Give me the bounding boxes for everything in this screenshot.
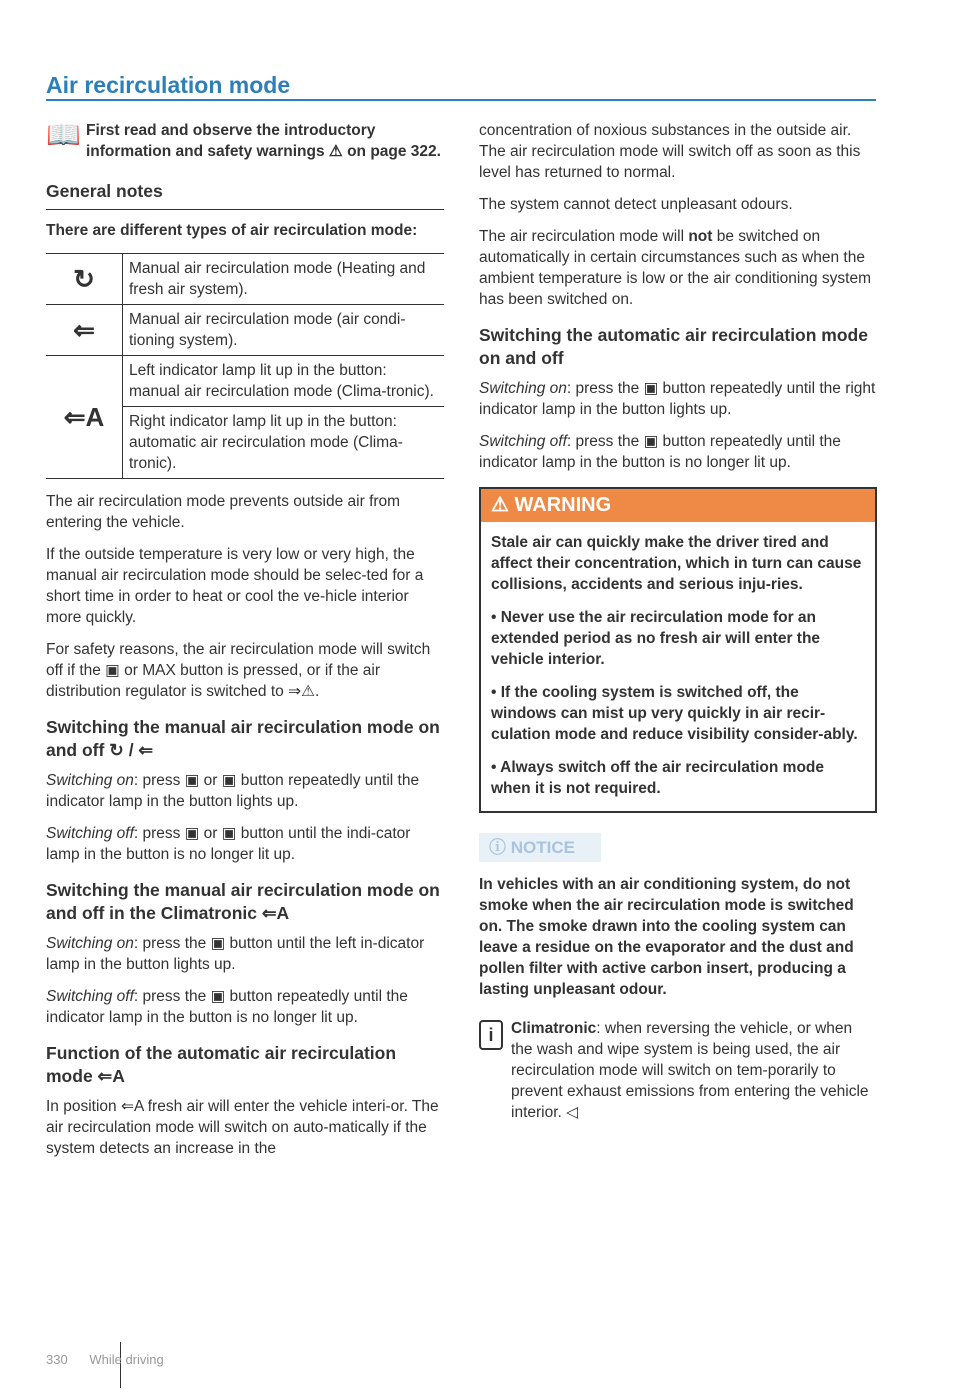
label: Switching on [479,380,567,397]
text: be switched on automatically in certain circumstances such as when the ambient temperature is low or the air conditioning system has been switched on. [479,228,871,308]
text: : press ▣ or ▣ button until the indi-cator lamp in the button is no longer lit up. [46,825,411,863]
text: : press the ▣ button until the left in-dicator lamp in the button lights up. [46,935,425,973]
section-name: While driving [89,1352,164,1367]
warning-intro: Stale air can quickly make the driver tired and affect their concentration, which in turn can cause collisions, accidents and serious inju-ries. [491,534,862,593]
warning-bullet: • If the cooling system is switched off, the windows can mist up very quickly in air recir-culation mode and reduce visibility consider-ably. [491,684,858,743]
emphasis: not [688,228,713,245]
paragraph: For safety reasons, the air recirculation mode will switch off if the ▣ or MAX button is pressed, or if the air distribution regulator is switched to ⇒⚠. [46,641,431,700]
end-marker: ◁ [566,1104,579,1121]
table-row [46,356,444,407]
label: Switching on [46,935,134,952]
warning-title: ⚠ WARNING [481,489,875,522]
text: : press the ▣ button repeatedly until the indicator lamp in the button is no longer lit up. [479,433,841,471]
table-row [46,305,444,356]
info-icon: i [479,1020,503,1050]
mode-text: Manual air recirculation mode (air condi-tioning system). [123,305,445,356]
right-column [479,120,877,1123]
paragraph [479,378,877,420]
paragraph: The air recirculation mode prevents outside air from entering the vehicle. [46,493,401,531]
note-text [511,1018,877,1123]
label: Switching off [46,825,134,842]
label: Switching on [46,772,134,789]
label: Switching off [479,433,567,450]
book-icon: 📖 [46,119,81,150]
text: : press the ▣ button repeatedly until the right indicator lamp in the button lights up. [479,380,876,418]
title-rule [46,99,876,101]
text: : press ▣ or ▣ button repeatedly until the indicator lamp in the button lights up. [46,772,420,810]
paragraph [46,986,444,1028]
paragraph: concentration of noxious substances in the outside air. The air recirculation mode will switch off as soon as this level has returned to normal. [479,122,861,181]
text: : press the ▣ button repeatedly until the indicator lamp in the button is no longer lit up. [46,988,408,1026]
car-recirculation-icon: ⇐ [46,305,123,356]
notice-title: ⓘ NOTICE [479,833,601,862]
modes-subheading: There are different types of air recirculation mode: [46,222,418,239]
paragraph: If the outside temperature is very low or very high, the manual air recirculation mode should be selec-ted for a short time in order to heat or cool the ve-hicle interior more quickly. [46,546,424,626]
footer [46,1352,164,1367]
warning-bullet: • Always switch off the air recirculation mode when it is not required. [491,759,825,797]
paragraph: In position ⇐A fresh air will enter the vehicle interi-or. The air recirculation mode will switch on auto-matically if the system detects an increase in the [46,1098,439,1157]
paragraph [479,226,877,310]
warning-body [481,522,875,799]
notice-text: In vehicles with an air conditioning system, do not smoke when the air recirculation mode is switched on. The smoke drawn into the cooling system can leave a residue on the evaporator and the dust and pollen filter with active carbon insert, producing a lasting unpleasant odour. [479,876,854,998]
table-row [46,254,444,305]
warning-bullet: • Never use the air recirculation mode for an extended period as no fresh air will enter the vehicle interior. [491,609,821,668]
mode-text: Right indicator lamp lit up in the button: automatic air recirculation mode (Clima-tronic). [123,407,445,479]
label: Switching off [46,988,134,1005]
page-title: Air recirculation mode [46,72,291,98]
info-note [479,1018,877,1123]
page-number: 330 [46,1352,68,1367]
recirculation-icon: ↻ [46,254,123,305]
modes-table [46,253,444,479]
paragraph [46,823,444,865]
manual-heading: Switching the manual air recirculation mode on and off ↻ / ⇐ [46,717,440,760]
general-notes-heading: General notes [46,180,444,210]
intro-note [46,120,444,162]
note-label: Climatronic [511,1020,597,1037]
paragraph: The system cannot detect unpleasant odours. [479,196,793,213]
auto-switch-heading: Switching the automatic air recirculation mode on and off [479,325,868,368]
mode-text: Left indicator lamp lit up in the button: manual air recirculation mode (Clima-tronic). [123,356,445,407]
warning-box [479,487,877,813]
climatronic-heading: Switching the manual air recirculation mode on and off in the Climatronic ⇐A [46,880,440,923]
paragraph [46,933,444,975]
paragraph [46,770,444,812]
text: The air recirculation mode will [479,228,689,245]
intro-text: First read and observe the introductory information and safety warnings ⚠ on page 322. [86,122,441,160]
mode-text: Manual air recirculation mode (Heating and fresh air system). [123,254,445,305]
text: : when reversing the vehicle, or when the wash and wipe system is being used, the air recirculation mode will switch on tem-porarily to prevent exhaust emissions from entering the vehicle interior. [511,1020,869,1121]
auto-recirculation-icon: ⇐A [46,356,123,479]
auto-function-heading: Function of the automatic air recirculation mode ⇐A [46,1043,397,1086]
left-column [46,120,444,1170]
paragraph [479,431,877,473]
